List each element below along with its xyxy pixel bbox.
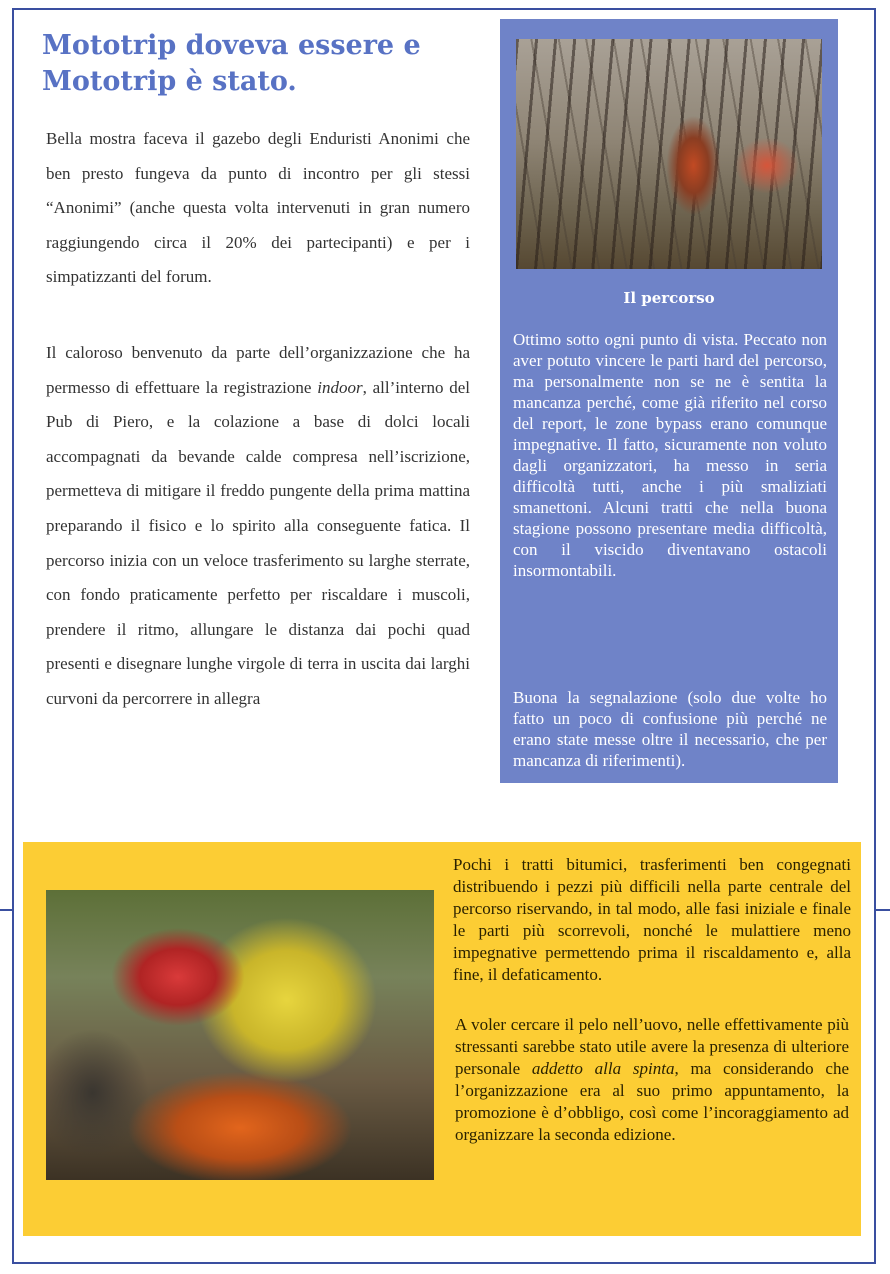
- left-paragraph-2-start: Il caloroso benvenuto da parte dell’organizzazione che ha permesso di effettuare la registrazione: [46, 343, 470, 397]
- left-paragraph-1: Bella mostra faceva il gazebo degli Enduristi Anonimi che ben presto fungeva da punto di incontro per gli stessi “Anonimi” (anche questa volta intervenuti in gran numero raggiungendo circa il 20% dei partecipanti) e per i simpatizzanti del forum.: [46, 129, 470, 287]
- left-rule: [0, 909, 14, 911]
- article-title: Mototrip doveva essere e Mototrip è stato.: [42, 30, 421, 97]
- sidebar-paragraph-1: Ottimo sotto ogni punto di vista. Peccato non aver potuto vincere le parti hard del percorso, ma personalmente non se ne è sentita la mancanza perché, come già riferito nel corso del report, le zone bypass erano comunque impegnative. Il fatto, sicuramente non voluto dagli organizzatori, ha messo in seria difficoltà tutti, anche i più smaliziati smanettoni. Alcuni tratti che nella buona stagione possono presentare media difficoltà, con il viscido diventavano ostacoli insormontabili.: [513, 330, 827, 580]
- yellow-paragraph-1-text: Pochi i tratti bitumici, trasferimenti ben congegnati distribuendo i pezzi più difficili nella parte centrale del percorso riservando, in tal modo, alle fasi iniziale e finale le parti più scorrevoli, nonché le mulattiere meno impegnative permettendo prima il riscaldamento e, alla fine, il defaticamento.: [453, 855, 851, 984]
- left-paragraph-2: [46, 336, 470, 717]
- yellow-paragraph-2-italic: addetto alla spinta: [531, 1059, 675, 1078]
- left-paragraph-2-italic: indoor: [317, 377, 363, 397]
- sidebar-box: [500, 19, 838, 783]
- right-rule: [874, 909, 890, 911]
- sidebar-paragraph-2: Buona la segnalazione (solo due volte ho fatto un poco di confusione più perché ne erano state messe oltre il necessario, che per mancanza di riferimenti).: [513, 688, 827, 770]
- yellow-box: [23, 842, 861, 1236]
- left-paragraph-2-end: , all’interno del Pub di Piero, e la colazione a base di dolci locali accompagnati da bevande calde compresa nell’iscrizione, permetteva di mitigare il freddo pungente della prima mattina preparando il fisico e lo spirito alla conseguente fatica. Il percorso inizia con un veloce trasferimento su larghe sterrate, con fondo praticamente perfetto per riscaldare i muscoli, prendere il ritmo, allungare le distanza dai pochi quad presenti e disegnare lunghe virgole di terra in uscita dai larghi curvoni da percorrere in allegra: [46, 377, 470, 708]
- sidebar-heading: Il percorso: [623, 289, 715, 307]
- enduro-riders-photo: [46, 890, 434, 1180]
- enduro-forest-photo: [516, 39, 822, 269]
- yellow-paragraph-2: [455, 1014, 849, 1146]
- yellow-paragraph-2-start: A voler cercare il pelo nell’uovo, nelle effettivamente più stressanti sarebbe stato utile avere la presenza di ulteriore personale: [455, 1015, 849, 1078]
- yellow-paragraph-2-end: , ma considerando che l’organizzazione era al suo primo appuntamento, la promozione è d’obbligo, così come l’incoraggiamento ad organizzare la seconda edizione.: [455, 1059, 850, 1144]
